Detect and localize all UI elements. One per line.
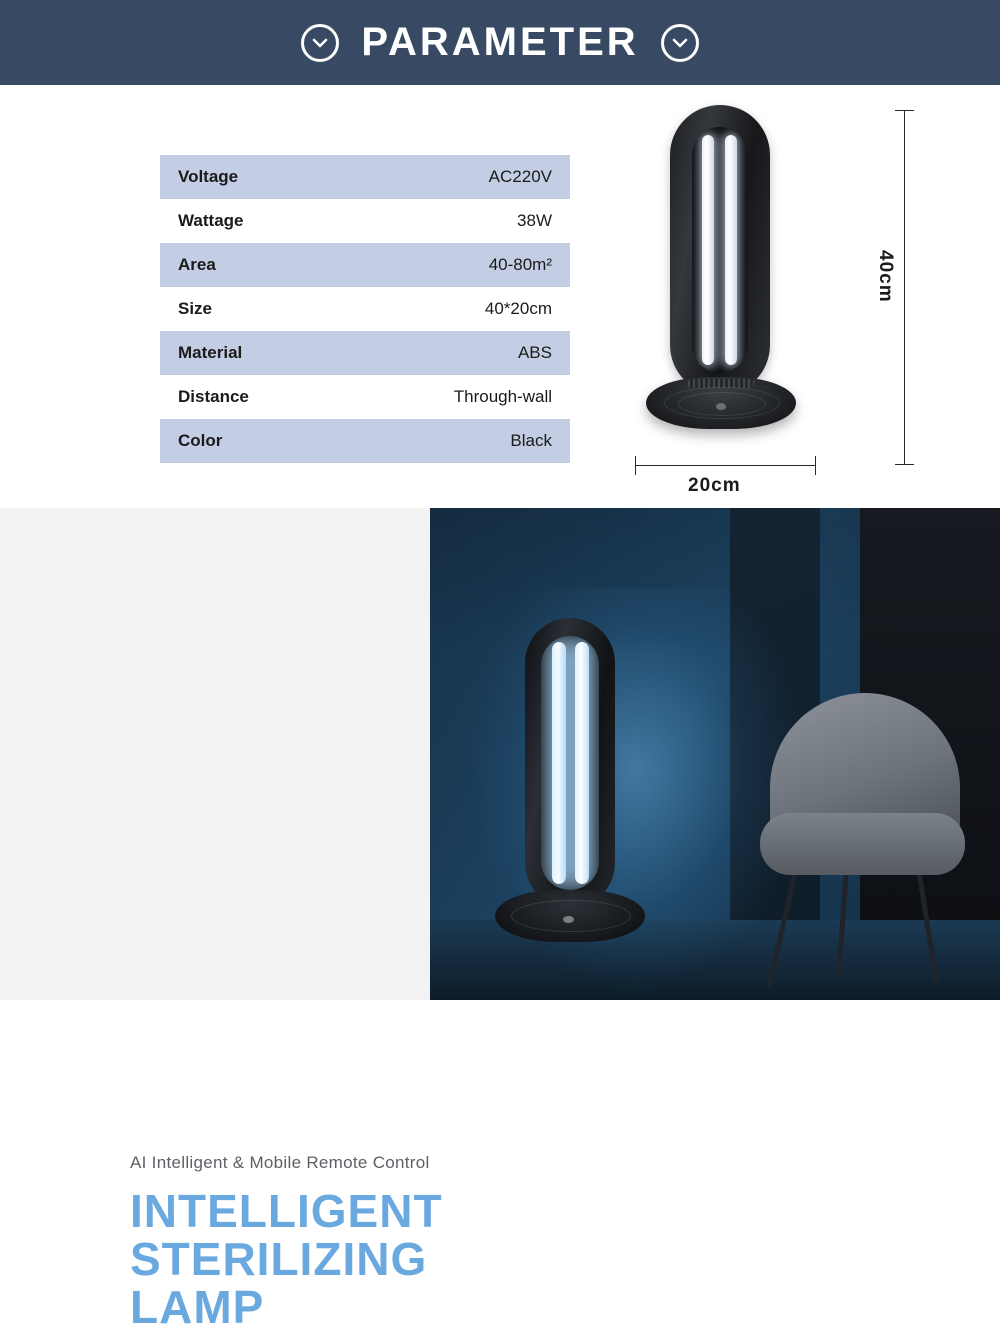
spec-label: Voltage — [160, 155, 342, 199]
table-row — [160, 199, 570, 243]
lamp-window — [692, 127, 748, 373]
chevron-down-circle-icon-left — [301, 24, 339, 62]
lamp-window — [541, 636, 599, 890]
lamp-base — [646, 377, 796, 429]
hero-text-block — [130, 1153, 550, 1331]
hero-lamp-illustration — [525, 618, 635, 948]
spec-value: 38W — [342, 199, 570, 243]
chair-seat — [760, 813, 965, 875]
hero-title-line-2: STERILIZING — [130, 1233, 428, 1285]
spec-value: Through-wall — [342, 375, 570, 419]
spec-value: AC220V — [342, 155, 570, 199]
dimension-width-label: 20cm — [688, 475, 741, 496]
dimension-line-horizontal — [635, 465, 816, 466]
spec-value: ABS — [342, 331, 570, 375]
dimension-line-vertical — [904, 110, 905, 465]
hero-section — [0, 508, 1000, 1333]
spec-value: 40-80m² — [342, 243, 570, 287]
hero-title-line-3: LAMP — [130, 1281, 265, 1333]
hero-title — [130, 1187, 550, 1331]
parameter-banner — [0, 0, 1000, 85]
chair-leg — [916, 868, 939, 982]
lamp-illustration — [670, 105, 780, 405]
table-row — [160, 287, 570, 331]
spec-label: Size — [160, 287, 342, 331]
spec-value: 40*20cm — [342, 287, 570, 331]
lamp-base — [495, 890, 645, 942]
table-row — [160, 243, 570, 287]
table-row — [160, 419, 570, 463]
table-row — [160, 331, 570, 375]
lamp-body — [670, 105, 770, 395]
product-figure — [610, 95, 910, 515]
uv-tube — [702, 135, 714, 365]
armchair — [750, 693, 970, 993]
specification-table — [160, 155, 570, 463]
table-row — [160, 375, 570, 419]
hero-subtitle: AI Intelligent & Mobile Remote Control — [130, 1153, 430, 1172]
spec-label: Color — [160, 419, 342, 463]
base-indicator — [716, 403, 726, 410]
chevron-down-circle-icon-right — [661, 24, 699, 62]
hero-title-line-1: INTELLIGENT — [130, 1185, 443, 1237]
lamp-body — [525, 618, 615, 908]
spec-value: Black — [342, 419, 570, 463]
page-title: PARAMETER — [361, 20, 639, 64]
spec-label: Wattage — [160, 199, 342, 243]
chair-leg — [767, 869, 799, 987]
uv-tube — [552, 642, 566, 884]
base-indicator — [563, 916, 574, 923]
uv-tube — [575, 642, 589, 884]
uv-tube — [725, 135, 737, 365]
table-row — [160, 155, 570, 199]
dimension-height-label: 40cm — [875, 250, 896, 303]
chair-leg — [836, 871, 848, 976]
spec-label: Material — [160, 331, 342, 375]
hero-photo — [430, 508, 1000, 1000]
spec-label: Distance — [160, 375, 342, 419]
spec-label: Area — [160, 243, 342, 287]
